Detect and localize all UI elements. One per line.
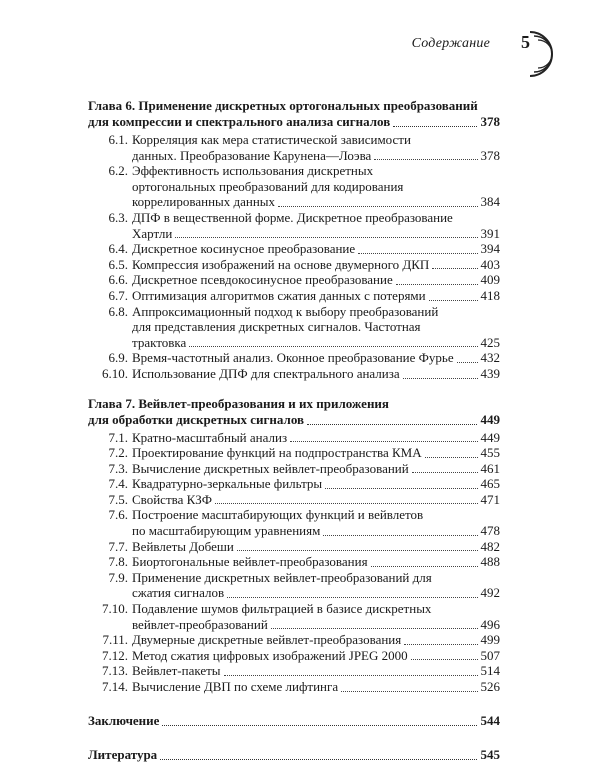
- toc-entry: [88, 163, 500, 210]
- entry-number: 7.6.: [108, 507, 128, 523]
- leader-dots: [162, 725, 476, 726]
- entry-page: 471: [480, 491, 500, 507]
- entry-line: [132, 257, 500, 273]
- entry-line: [132, 226, 500, 242]
- entry-number: 6.10.: [102, 365, 128, 381]
- entry-line: [132, 132, 500, 148]
- entry-body: [132, 163, 500, 210]
- entry-page: 403: [480, 256, 500, 272]
- entry-page: 378: [480, 147, 500, 163]
- entry-number: 6.1.: [108, 132, 128, 147]
- leader-dots: [393, 126, 476, 127]
- entry-number: 7.2.: [108, 445, 128, 461]
- toc-entry: [88, 570, 500, 601]
- entry-page: 432: [480, 350, 500, 366]
- leader-dots: [325, 488, 477, 489]
- leader-dots: [307, 424, 476, 425]
- leader-dots: [411, 659, 478, 660]
- entry-line: [132, 539, 500, 555]
- entry-number: 6.5.: [108, 256, 128, 272]
- entry-page: 478: [480, 523, 500, 539]
- chapter-7: [88, 396, 500, 695]
- entry-body: [132, 663, 500, 679]
- entry-line: [132, 210, 500, 226]
- entry-body: [132, 601, 500, 632]
- entry-body: [132, 461, 500, 477]
- entry-page: 488: [480, 554, 500, 570]
- toc-entry: [88, 304, 500, 351]
- entry-body: [132, 570, 500, 601]
- entry-line: [132, 148, 500, 164]
- entry-line: [132, 241, 500, 257]
- entry-body: [132, 257, 500, 273]
- entry-line: [132, 679, 500, 695]
- chapter-7-entries: [88, 430, 500, 695]
- entry-body: [132, 648, 500, 664]
- entry-line: [132, 476, 500, 492]
- leader-dots: [432, 268, 477, 269]
- entry-title-text: Биортогональные вейвлет-преобразования: [132, 554, 368, 570]
- conclusion-label: Заключение: [88, 712, 160, 728]
- entry-number: 7.13.: [102, 663, 128, 679]
- entry-title-text: Свойства КЗФ: [132, 491, 213, 507]
- entry-title-text: Время-частотный анализ. Оконное преобразование Фурье: [132, 350, 454, 366]
- entry-page: 425: [480, 334, 500, 350]
- entry-title-text: Проектирование функций на подпространства КМА: [132, 445, 422, 461]
- entry-title-text: Использование ДПФ для спектрального анализа: [132, 365, 400, 381]
- entry-line: [132, 554, 500, 570]
- entry-body: [132, 241, 500, 257]
- entry-line: [132, 366, 500, 382]
- entry-page: 465: [480, 476, 500, 492]
- entry-body: [132, 304, 500, 351]
- literature-page: 545: [480, 746, 500, 762]
- leader-dots: [237, 550, 478, 551]
- entry-number: 6.8.: [108, 303, 128, 319]
- entry-line: [132, 507, 500, 523]
- entry-title-text: Метод сжатия цифровых изображений JPEG 2000: [132, 647, 408, 663]
- entry-title-text: Вычисление ДВП по схеме лифтинга: [132, 679, 339, 694]
- entry-title-text: сжатия сигналов: [132, 585, 225, 601]
- entry-body: [132, 132, 500, 163]
- leader-dots: [403, 378, 478, 379]
- entry-body: [132, 288, 500, 304]
- leader-dots: [457, 362, 478, 363]
- entry-title-text: по масштабирующим уравнениям: [132, 523, 321, 539]
- chapter-6-title-line-1: Глава 6. Применение дискретных ортогональных преобразований: [88, 98, 478, 113]
- entry-title-text: Хартли: [132, 225, 173, 241]
- toc-entry: [88, 210, 500, 241]
- chapter-6-page: 378: [480, 114, 500, 129]
- leader-dots: [227, 597, 477, 598]
- entry-number: 6.3.: [108, 209, 128, 225]
- entry-page: 526: [480, 679, 500, 694]
- leader-dots: [412, 472, 478, 473]
- entry-title-text: ортогональных преобразований для кодирования: [132, 178, 404, 194]
- toc-conclusion: [88, 713, 500, 729]
- entry-number: 6.9.: [108, 350, 128, 366]
- toc-entry: [88, 679, 500, 695]
- entry-line: [132, 461, 500, 477]
- leader-dots: [341, 691, 477, 692]
- entry-body: [132, 476, 500, 492]
- entry-line: [132, 335, 500, 351]
- entry-title-text: коррелированных данных: [132, 194, 276, 210]
- chapter-7-title-line-2: для обработки дискретных сигналов 449: [88, 411, 500, 427]
- toc-entry: [88, 554, 500, 570]
- leader-dots: [278, 206, 477, 207]
- entry-line: [132, 445, 500, 461]
- entry-line: [132, 663, 500, 679]
- leader-dots: [374, 159, 477, 160]
- entry-title-text: данных. Преобразование Карунена—Лоэва: [132, 147, 372, 163]
- entry-title-text: Вейвлет-пакеты: [132, 663, 221, 679]
- entry-body: [132, 632, 500, 648]
- entry-title-text: Эффективность использования дискретных: [132, 163, 374, 179]
- toc-entry: [88, 632, 500, 648]
- entry-line: [132, 585, 500, 601]
- toc-entry: [88, 492, 500, 508]
- entry-title-text: Вейвлеты Добеши: [132, 538, 234, 554]
- entry-line: [132, 492, 500, 508]
- entry-line: [132, 319, 500, 335]
- entry-number: 7.12.: [102, 647, 128, 663]
- toc-entry: [88, 663, 500, 679]
- leader-dots: [160, 759, 476, 760]
- entry-body: [132, 350, 500, 366]
- chapter-6-entries: [88, 132, 500, 382]
- entry-page: 514: [480, 663, 500, 679]
- leader-dots: [215, 503, 477, 504]
- entry-title-text: вейвлет-преобразований: [132, 616, 268, 632]
- entry-body: [132, 272, 500, 288]
- literature-label: Литература: [88, 746, 158, 762]
- entry-line: [132, 163, 500, 179]
- entry-page: 394: [480, 241, 500, 257]
- entry-number: 7.11.: [102, 632, 128, 648]
- entry-page: 482: [480, 538, 500, 554]
- leader-dots: [396, 284, 478, 285]
- entry-page: 409: [480, 272, 500, 288]
- leader-dots: [425, 457, 478, 458]
- entry-title-text: Построение масштабирующих функций и вейвлетов: [132, 507, 424, 523]
- entry-body: [132, 492, 500, 508]
- entry-number: 6.6.: [108, 272, 128, 288]
- entry-number: 7.1.: [108, 429, 128, 445]
- toc-entry: [88, 461, 500, 477]
- toc-entry: [88, 539, 500, 555]
- chapter-7-title-line-1: Глава 7. Вейвлет-преобразования и их приложения: [88, 395, 389, 411]
- entry-number: 7.10.: [102, 601, 128, 617]
- toc-entry: [88, 445, 500, 461]
- entry-page: 507: [480, 647, 500, 663]
- toc-entry: [88, 366, 500, 382]
- entry-title-text: Двумерные дискретные вейвлет-преобразования: [132, 632, 402, 648]
- entry-title-text: Дискретное косинусное преобразование: [132, 241, 356, 257]
- entry-body: [132, 445, 500, 461]
- entry-title-text: ДПФ в вещественной форме. Дискретное преобразование: [132, 209, 453, 225]
- entry-body: [132, 430, 500, 446]
- entry-number: 6.7.: [108, 287, 128, 303]
- entry-body: [132, 210, 500, 241]
- entry-line: [132, 288, 500, 304]
- leader-dots: [404, 644, 477, 645]
- toc-entry: [88, 288, 500, 304]
- entry-title-text: Компрессия изображений на основе двумерного ДКП: [132, 256, 430, 272]
- leader-dots: [290, 441, 477, 442]
- toc-entry: [88, 648, 500, 664]
- entry-line: [132, 350, 500, 366]
- entry-body: [132, 366, 500, 382]
- toc-entry: [88, 507, 500, 538]
- entry-title-text: Аппроксимационный подход к выбору преобразований: [132, 303, 439, 319]
- entry-page: 492: [480, 585, 500, 601]
- toc-entry: [88, 601, 500, 632]
- leader-dots: [323, 535, 477, 536]
- leader-dots: [358, 253, 477, 254]
- entry-page: 455: [480, 445, 500, 461]
- entry-title-text: Подавление шумов фильтрацией в базисе дискретных: [132, 601, 432, 617]
- entry-page: 384: [480, 194, 500, 210]
- page-number: 5: [521, 32, 530, 52]
- page-number-ornament: [524, 30, 570, 78]
- entry-line: [132, 617, 500, 633]
- entry-title-text: трактовка: [132, 334, 187, 350]
- page-header: [270, 30, 570, 78]
- toc-entry: [88, 430, 500, 446]
- entry-page: 461: [480, 460, 500, 476]
- entry-line: [132, 523, 500, 539]
- running-head: Содержание: [411, 36, 490, 51]
- leader-dots: [271, 628, 478, 629]
- entry-body: [132, 507, 500, 538]
- entry-page: 391: [480, 225, 500, 241]
- toc-entry: [88, 257, 500, 273]
- entry-body: [132, 539, 500, 555]
- entry-title-text: Вычисление дискретных вейвлет-преобразований: [132, 460, 409, 476]
- toc-entry: [88, 132, 500, 163]
- entry-page: 499: [480, 632, 500, 648]
- entry-title-text: Квадратурно-зеркальные фильтры: [132, 476, 323, 492]
- entry-page: 449: [480, 429, 500, 445]
- entry-number: 7.8.: [108, 554, 128, 570]
- table-of-contents: [88, 98, 500, 763]
- entry-line: [132, 648, 500, 664]
- entry-title-text: для представления дискретных сигналов. Частотная: [132, 319, 421, 335]
- conclusion-page: 544: [480, 712, 500, 728]
- toc-literature: [88, 747, 500, 763]
- entry-number: 7.3.: [108, 460, 128, 476]
- leader-dots: [224, 675, 478, 676]
- leader-dots: [189, 346, 477, 347]
- entry-number: 7.14.: [102, 679, 128, 694]
- entry-number: 7.9.: [108, 569, 128, 585]
- entry-number: 6.2.: [108, 163, 128, 179]
- toc-entry: [88, 476, 500, 492]
- entry-line: [132, 194, 500, 210]
- leader-dots: [429, 300, 478, 301]
- entry-title-text: Применение дискретных вейвлет-преобразований для: [132, 569, 432, 585]
- toc-entry: [88, 241, 500, 257]
- entry-line: [132, 430, 500, 446]
- entry-title-text: Кратно-масштабный анализ: [132, 429, 288, 445]
- leader-dots: [175, 237, 477, 238]
- entry-line: [132, 179, 500, 195]
- entry-body: [132, 679, 500, 695]
- chapter-7-page: 449: [480, 411, 500, 427]
- entry-page: 439: [480, 365, 500, 381]
- leader-dots: [371, 566, 478, 567]
- entry-body: [132, 554, 500, 570]
- entry-line: [132, 632, 500, 648]
- entry-line: [132, 304, 500, 320]
- toc-entry: [88, 350, 500, 366]
- chapter-6-title-line-2: для компрессии и спектрального анализа сигналов 378: [88, 114, 500, 129]
- entry-number: 7.4.: [108, 476, 128, 492]
- entry-number: 7.7.: [108, 538, 128, 554]
- entry-page: 496: [480, 616, 500, 632]
- entry-number: 7.5.: [108, 491, 128, 507]
- entry-line: [132, 272, 500, 288]
- entry-title-text: Дискретное псевдокосинусное преобразование: [132, 272, 393, 288]
- entry-page: 418: [480, 287, 500, 303]
- entry-title-text: Оптимизация алгоритмов сжатия данных с потерями: [132, 287, 426, 303]
- entry-title-text: Корреляция как мера статистической зависимости: [132, 132, 411, 147]
- entry-line: [132, 601, 500, 617]
- entry-number: 6.4.: [108, 241, 128, 257]
- chapter-6: [88, 98, 500, 382]
- entry-line: [132, 570, 500, 586]
- toc-entry: [88, 272, 500, 288]
